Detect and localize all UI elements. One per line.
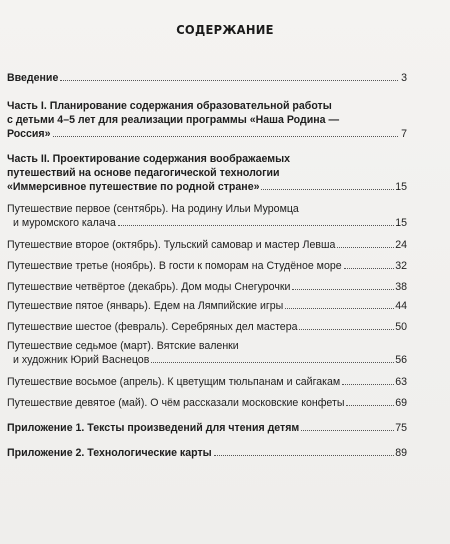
toc-entry-part-2[interactable] xyxy=(7,152,407,194)
toc-page-number: 15 xyxy=(395,217,407,229)
toc-entry-intro[interactable] xyxy=(7,71,407,85)
toc-entry-text: путешествий на основе педагогической технологии xyxy=(7,167,280,179)
toc-entry-text: Путешествие третье (ноябрь). В гости к поморам на Студёное море xyxy=(7,260,342,272)
toc-page-number: 32 xyxy=(395,260,407,272)
toc-entry-journey-5[interactable] xyxy=(7,299,407,313)
toc-entry-journey-8[interactable] xyxy=(7,375,407,389)
toc-page-number: 3 xyxy=(401,72,407,84)
toc-page-number: 75 xyxy=(395,422,407,434)
dot-leader xyxy=(299,328,394,330)
dot-leader xyxy=(214,454,395,456)
dot-leader xyxy=(344,267,395,269)
toc-page-number: 69 xyxy=(395,397,407,409)
toc-page-number: 44 xyxy=(395,300,407,312)
dot-leader xyxy=(60,79,398,81)
dot-leader xyxy=(261,188,394,190)
toc-entry-appendix-2[interactable] xyxy=(7,446,407,460)
toc-entry-journey-2[interactable] xyxy=(7,238,407,252)
toc-entry-part-1[interactable] xyxy=(7,99,407,141)
dot-leader xyxy=(337,246,394,248)
toc-page-number: 63 xyxy=(395,376,407,388)
toc-entry-text: Путешествие первое (сентябрь). На родину Ильи Муромца xyxy=(7,203,299,215)
toc-entry-journey-3[interactable] xyxy=(7,259,407,273)
toc-entry-journey-6[interactable] xyxy=(7,320,407,334)
toc-entry-journey-7[interactable] xyxy=(7,339,407,367)
toc-entry-text: Введение xyxy=(7,72,59,84)
toc-entry-text: Часть II. Проектирование содержания воображаемых xyxy=(7,153,291,165)
dot-leader xyxy=(151,361,394,363)
dot-leader xyxy=(285,307,394,309)
dot-leader xyxy=(292,288,394,290)
toc-entry-text: Путешествие девятое (май). О чём рассказали московские конфеты xyxy=(7,397,345,409)
dot-leader xyxy=(118,224,394,226)
dot-leader xyxy=(342,383,394,385)
toc-entry-text: Путешествие второе (октябрь). Тульский самовар и мастер Левша xyxy=(7,239,336,251)
toc-page-number: 24 xyxy=(395,239,407,251)
dot-leader xyxy=(53,135,398,137)
dot-leader xyxy=(301,429,394,431)
toc-page-number: 56 xyxy=(395,354,407,366)
toc-entry-text: Путешествие седьмое (март). Вятские валенки xyxy=(7,340,239,352)
toc-page-number: 89 xyxy=(395,447,407,459)
toc-entry-text: Путешествие четвёртое (декабрь). Дом моды Снегурочки xyxy=(7,281,291,293)
toc-entry-text: с детьми 4–5 лет для реализации программы «Наша Родина — xyxy=(7,114,340,126)
toc-entry-journey-4[interactable] xyxy=(7,280,407,294)
toc-page-number: 7 xyxy=(401,128,407,140)
toc-entry-text: Приложение 2. Технологические карты xyxy=(7,447,212,459)
toc-entry-journey-1[interactable] xyxy=(7,202,407,230)
page-title: СОДЕРЖАНИЕ xyxy=(176,22,274,37)
toc-entry-text: «Иммерсивное путешествие по родной стране» xyxy=(7,181,260,193)
toc-entry-journey-9[interactable] xyxy=(7,396,407,410)
toc-entry-text: Часть I. Планирование содержания образовательной работы xyxy=(7,100,332,112)
toc-entry-text: и муромского калача xyxy=(13,217,116,229)
toc-entry-appendix-1[interactable] xyxy=(7,421,407,435)
toc-page-number: 50 xyxy=(395,321,407,333)
toc-entry-text: Путешествие шестое (февраль). Серебряных дел мастера xyxy=(7,321,298,333)
toc-page-number: 38 xyxy=(395,281,407,293)
toc-page-number: 15 xyxy=(395,181,407,193)
toc-entry-text: Путешествие восьмое (апрель). К цветущим тюльпанам и сайгакам xyxy=(7,376,341,388)
toc-entry-text: Путешествие пятое (январь). Едем на Лямпийские игры xyxy=(7,300,284,312)
toc-entry-text: Приложение 1. Тексты произведений для чтения детям xyxy=(7,422,300,434)
toc-entry-text: Россия» xyxy=(7,128,51,140)
dot-leader xyxy=(346,404,394,406)
toc-entry-text: и художник Юрий Васнецов xyxy=(13,354,150,366)
